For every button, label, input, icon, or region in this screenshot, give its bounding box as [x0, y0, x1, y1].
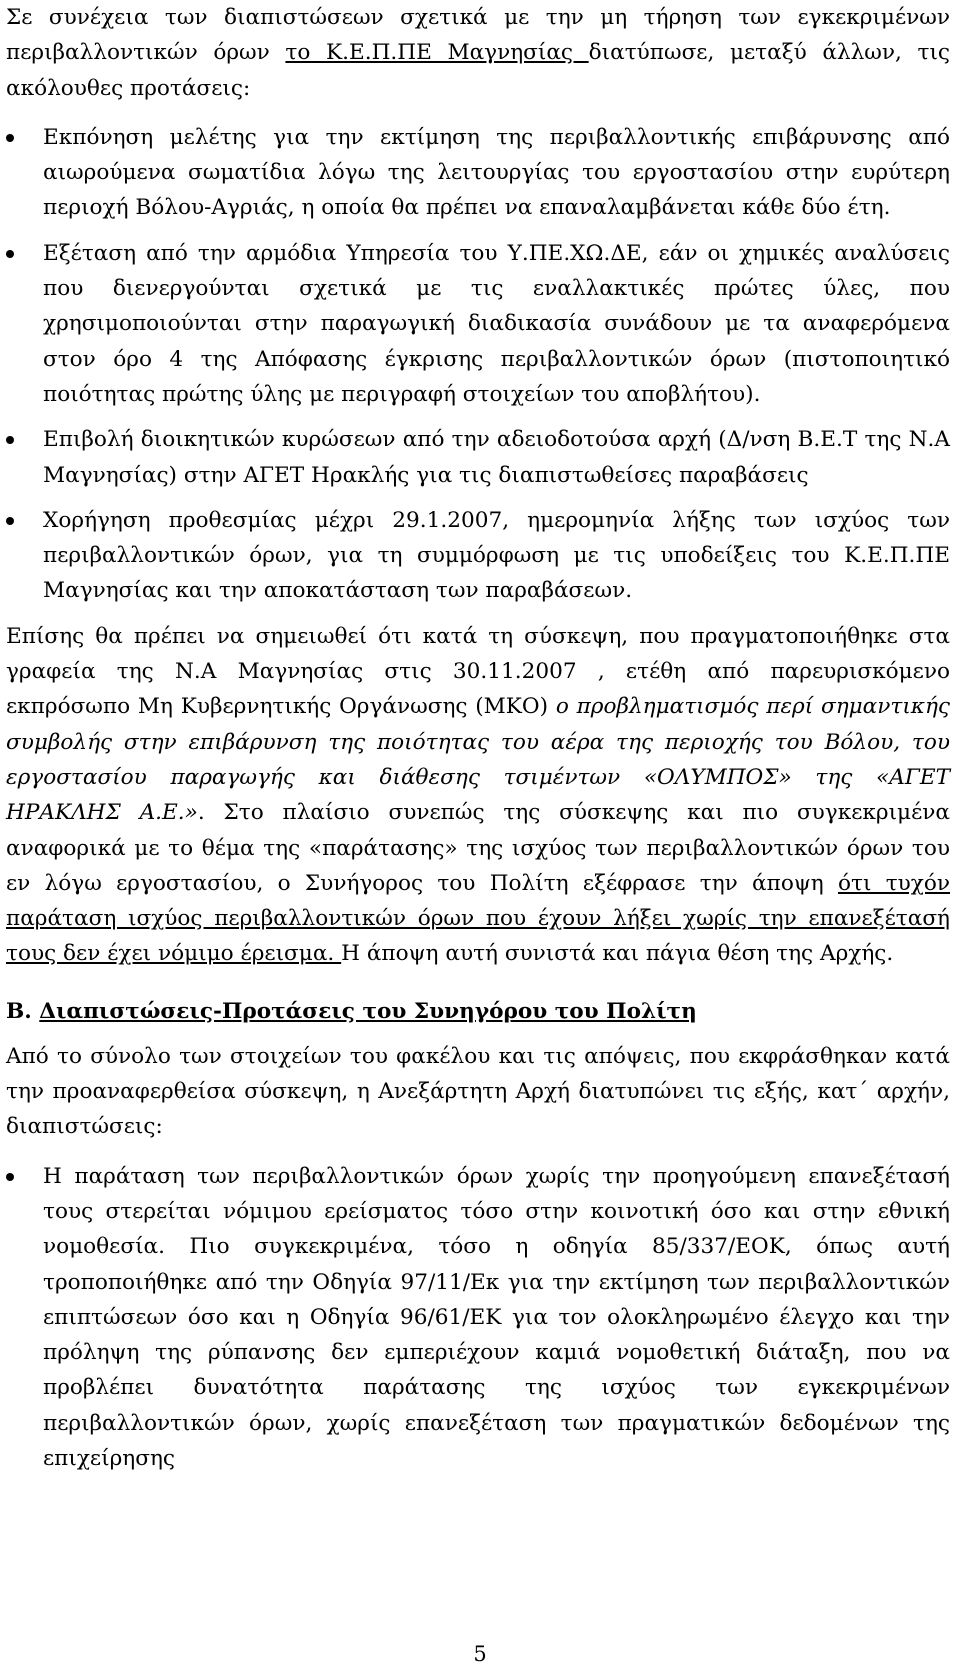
meeting-underlined-text: ότι τυχόν παράταση ισχύος περιβαλλοντικών όρων που έχουν λήξει χωρίς την επανεξέτασή τους δεν έχει νόμιμο έρεισμα. [6, 870, 950, 967]
intro-paragraph [6, 0, 950, 106]
meeting-text-1: Επίσης θα πρέπει να σημειωθεί ότι κατά τη σύσκεψη, που πραγματοποιήθηκε στα γραφεία της Ν.Α Μαγνησίας στις 30.11.2007 , ετέθη από παρευρισκόμενο εκπρόσωπο Μη Κυβερνητικής Οργάνωσης (ΜΚΟ) [6, 623, 950, 720]
meeting-text-3: Η άποψη αυτή συνιστά και πάγια θέση της Αρχής. [341, 941, 894, 967]
section-title: Διαπιστώσεις-Προτάσεις του Συνηγόρου του Πολίτη [39, 998, 697, 1024]
findings-intro-paragraph: Από το σύνολο των στοιχείων του φακέλου και τις απόψεις, που εκφράσθηκαν κατά την προαναφερθείσα σύσκεψη, η Ανεξάρτητη Αρχή διατυπώνει τις εξής, κατ΄ αρχήν, διαπιστώσεις: [6, 1043, 950, 1140]
list-item: Επιβολή διοικητικών κυρώσεων από την αδειοδοτούσα αρχή (Δ/νση Β.Ε.Τ της Ν.Α Μαγνησίας) στην ΑΓΕΤ Ηρακλής για τις διαπιστωθείσες παραβάσεις [6, 422, 950, 493]
page-number: 5 [473, 1642, 487, 1666]
list-item: Εκπόνηση μελέτης για την εκτίμηση της περιβαλλοντικής επιβάρυνσης από αιωρούμενα σωματίδια λόγω της λειτουργίας του εργοστασίου στην ευρύτερη περιοχή Βόλου-Αγριάς, η οποία θα πρέπει να επαναλαμβάνεται κάθε δύο έτη. [6, 120, 950, 226]
list-item: Η παράταση των περιβαλλοντικών όρων χωρίς την προηγούμενη επανεξέτασή τους στερείται νόμιμου ερείσματος τόσο στην κοινοτική όσο και στην εθνική νομοθεσία. Πιο συγκεκριμένα, τόσο η οδηγία 85/337/ΕΟΚ, όπως αυτή τροποποιήθηκε από την Οδηγία 97/11/Εκ για την εκτίμηση των περιβαλλοντικών επιπτώσεων όσο και η Οδηγία 96/61/ΕΚ για τον ολοκληρωμένο έλεγχο και την πρόληψη της ρύπανσης δεν εμπεριέχουν καμιά νομοθετική διάταξη, που να προβλέπει δυνατότητα παράτασης της ισχύος των εγκεκριμένων περιβαλλοντικών όρων, χωρίς επανεξέταση των πραγματικών δεδομένων της επιχείρησης [6, 1159, 950, 1477]
list-item: Χορήγηση προθεσμίας μέχρι 29.1.2007, ημερομηνία λήξης των ισχύος των περιβαλλοντικών όρων, για τη συμμόρφωση με τις υποδείξεις του Κ.Ε.Π.ΠΕ Μαγνησίας και την αποκατάσταση των παραβάσεων. [6, 503, 950, 609]
list-item: Εξέταση από την αρμόδια Υπηρεσία του Υ.ΠΕ.ΧΩ.ΔΕ, εάν οι χημικές αναλύσεις που διενεργούνται σχετικά με τις εναλλακτικές πρώτες ύλες, που χρησιμοποιούνται στην παραγωγική διαδικασία συνάδουν με τα αναφερόμενα στον όρο 4 της Απόφασης έγκρισης περιβαλλοντικών όρων (πιστοποιητικό ποιότητας πρώτης ύλης με περιγραφή στοιχείων του αποβλήτου). [6, 236, 950, 412]
section-heading [6, 994, 950, 1029]
intro-underlined-text: το Κ.Ε.Π.ΠΕ Μαγνησίας [285, 40, 589, 66]
findings-list [6, 1159, 950, 1477]
meeting-text-2: . Στο πλαίσιο συνεπώς της σύσκεψης και πιο συγκεκριμένα αναφορικά με το θέμα της «παράτασης» της ισχύος των περιβαλλοντικών όρων του εν λόγω εργοστασίου, ο Συνήγορος του Πολίτη εξέφρασε την άποψη [6, 800, 950, 896]
meeting-paragraph [6, 619, 950, 972]
section-prefix: Β. [6, 998, 40, 1024]
document-page [6, 0, 950, 1476]
proposals-list [6, 120, 950, 609]
intro-text-end: διατύπωσε, μεταξύ άλλων, τις ακόλουθες προτάσεις: [6, 40, 951, 101]
intro-text: Σε συνέχεια των διαπιστώσεων σχετικά με την μη τήρηση των εγκεκριμένων περιβαλλοντικών όρων [6, 5, 950, 66]
meeting-italic-text: ο προβληματισμός περί σημαντικής συμβολής στην επιβάρυνση της ποιότητας του αέρα της περιοχής του Βόλου, του εργοστασίου παραγωγής και διάθεσης τσιμέντων «ΟΛΥΜΠΟΣ» της «ΑΓΕΤ ΗΡΑΚΛΗΣ Α.Ε.» [6, 694, 950, 826]
